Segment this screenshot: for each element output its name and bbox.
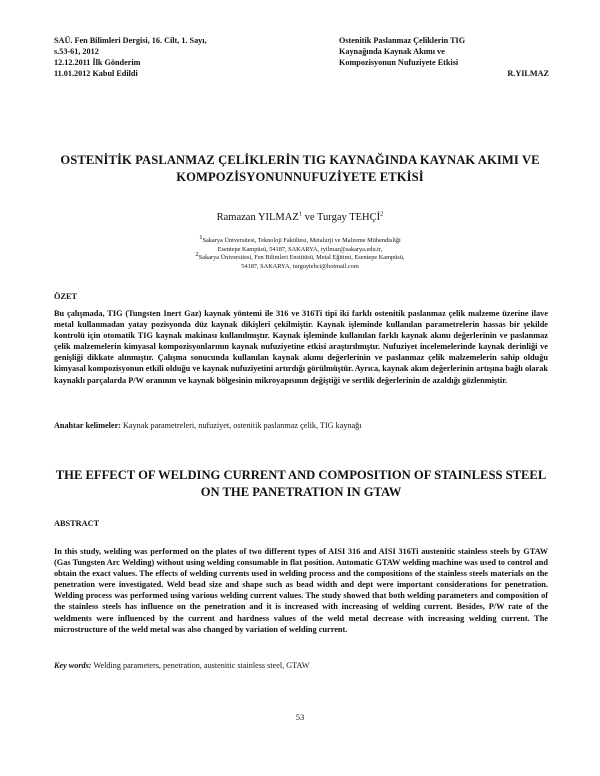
abstract-keywords-text: Welding parameters, penetration, austenitic stainless steel, GTAW bbox=[93, 661, 310, 670]
ozet-body: Bu çalışmada, TIG (Tungsten Inert Gaz) kaynak yöntemi ile 316 ve 316Ti tipi iki farklı ostenitik paslanmaz çelik malzeme üzerine ilave metal kullanmadan yatay pozisyonda düz kaynak dikişleri çekilmiştir. Kaynak işleminde kullanılan parametrelerin hassas bir şekilde kontrolü için otomatik TIG kaynak makinası kullanılmıştır. Kaynak işleminde kullanılan farklı kaynak akımı değerlerinin ve paslanmaz çelik malzemelerin kimyasal kompozisyonlarının kaynak nufuziyetine etkisi araştırılmıştır. Nufuziyet incelemelerinde kaynak derinliği ve genişliği dikkate alınmıştır. Çalışma sonucunda kullanılan kaynak akımı değerlerinin ve paslanmaz çelik malzemelerin sahip olduğu kimyasal kompozisyonun etkili olduğu ve kaynak nufuziyetini artırdığı görülmüştür. Ayrıca, kaynak akım değerlerinin artışına bağlı olarak kaynaklı parçalarda P/W oranının ve kaynak bölgesinin mikroyapısının değiştiği ve sertlik değerlerinin de azaldığı gözlenmiştir. bbox=[54, 309, 548, 385]
abstract-body: In this study, welding was performed on the plates of two different types of AISI 316 and AISI 316Ti austenitic stainless steels by GTAW (Gas Tungsten Arc Welding) without using welding consumable in flat position. Automatic GTAW welding machine was used to control and obtain the exact values. The effects of welding currents used in welding process and the compositions of the stainless steels materials on the penetration were investigated. Weld bead size and shape such as bead width and dept were important considerations for penetration. Welding process was performed using various welding current values. The study showed that both welding parameters and composition of the stainless steels has influence on the penetration and it is increased with increasing of welding current. Besides, P/W rate of the weldments were influenced by the current and hardness values of the weld metal decrease with increasing welding current. The microstructure of the weld metal was also changed by variation of welding current. bbox=[54, 547, 548, 634]
page-number: 53 bbox=[295, 712, 305, 722]
affiliation-text: Sakarya Üniversitesi, Fen Bilimleri Enstitüsü, Metal Eğitimi, Esentepe Kampüsü, bbox=[198, 254, 405, 261]
affiliation-line bbox=[150, 263, 450, 272]
abstract-keywords bbox=[54, 660, 548, 671]
affiliation-text: 54187, SAKARYA, turguytehci@hotmail.com bbox=[241, 262, 359, 270]
paper-title-turkish: OSTENİTİK PASLANMAZ ÇELİKLERİN TIG KAYNAĞINDA KAYNAK AKIMI VE KOMPOZİSYONUNNUFUZİYETE ETKİSİ bbox=[60, 153, 540, 184]
affiliations bbox=[150, 233, 450, 271]
ozet-keywords-label: Anahtar kelimeler: bbox=[54, 421, 121, 430]
affiliation-text: Sakarya Üniversitesi, Teknoloji Fakültesi, Metalurji ve Malzeme Mühendisliği bbox=[202, 237, 401, 244]
header-pages: s.53-61, 2012 bbox=[54, 47, 99, 56]
header-left bbox=[54, 35, 304, 79]
author-1-sup: 1 bbox=[298, 210, 303, 218]
header-short-title-line3: Kompozisyonun Nufuziyete Etkisi bbox=[339, 58, 459, 67]
author-1-name: Ramazan YILMAZ bbox=[216, 212, 299, 223]
affiliation-sup: 2 bbox=[195, 250, 199, 258]
header-journal: SAÜ. Fen Bilimleri Dergisi, 16. Cilt, 1. Sayı, bbox=[54, 36, 207, 45]
header-submitted: 12.12.2011 İlk Gönderim bbox=[54, 58, 141, 67]
ozet-keywords bbox=[54, 420, 548, 431]
author-separator: ve bbox=[302, 212, 317, 223]
abstract-heading: ABSTRACT bbox=[54, 519, 100, 528]
affiliation-sup: 1 bbox=[199, 233, 203, 241]
header-accepted: 11.01.2012 Kabul Edildi bbox=[54, 69, 138, 78]
affiliation-line bbox=[150, 250, 450, 263]
abstract-keywords-label: Key words: bbox=[54, 661, 92, 670]
affiliation-line bbox=[150, 233, 450, 246]
ozet-keywords-text: Kaynak parametreleri, nufuziyet, ostenitik paslanmaz çelik, TIG kaynağı bbox=[122, 421, 362, 430]
ozet-heading: ÖZET bbox=[54, 292, 78, 301]
header-short-title-line1: Ostenitik Paslanmaz Çeliklerin TIG bbox=[339, 36, 466, 45]
paper-title-english: THE EFFECT OF WELDING CURRENT AND COMPOSITION OF STAINLESS STEEL ON THE PANETRATION IN GTAW bbox=[55, 468, 547, 499]
affiliation-text: Esentepe Kampüsü, 54187, SAKARYA, ryilmaz@sakarya.edu.tr, bbox=[217, 245, 383, 253]
author-line bbox=[60, 211, 540, 225]
author-2-sup: 2 bbox=[380, 210, 384, 218]
header-author-short: R.YILMAZ bbox=[507, 69, 549, 78]
header-right bbox=[339, 35, 549, 79]
author-2-name: Turgay TEHÇİ bbox=[317, 212, 381, 223]
header-short-title-line2: Kaynağında Kaynak Akımı ve bbox=[339, 47, 445, 56]
